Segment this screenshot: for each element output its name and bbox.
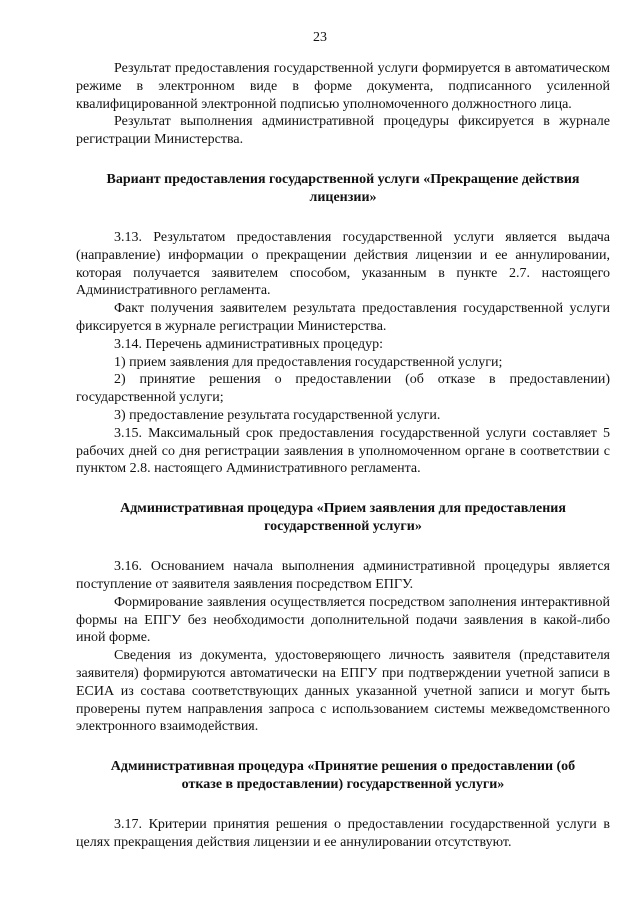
paragraph-3-15: 3.15. Максимальный срок предоставления государственной услуги составляет 5 рабочих дней со дня регистрации заявления в уполномоченном органе в соответствии с пунктом 2.8. настоящего Административного регламента. — [76, 425, 610, 477]
paragraph-result-recording: Результат выполнения административной процедуры фиксируется в журнале регистрации Министерства. — [76, 114, 610, 148]
document-body — [76, 60, 610, 852]
paragraph-result-formation: Результат предоставления государственной услуги формируется в автоматическом режиме в электронном виде в форме документа, подписанного усиленной квалифицированной электронной подписью уполномоченного должностного лица. — [76, 61, 610, 112]
paragraph-fact-receipt: Факт получения заявителем результата предоставления государственной услуги фиксируется в журнале регистрации Министерства. — [76, 301, 610, 334]
list-item-1: 1) прием заявления для предоставления государственной услуги; — [114, 354, 503, 370]
list-item-2: 2) принятие решения о предоставлении (об отказе в предоставлении) государственной услуги; — [76, 372, 610, 406]
paragraph-3-17: 3.17. Критерии принятия решения о предоставлении государственной услуги в целях прекращения действия лицензии и ее аннулировании отсутствуют. — [76, 817, 610, 850]
section-heading-decision: Административная процедура «Принятие решения о предоставлении (об отказе в предоставлении) государственной услуги» — [110, 759, 576, 793]
paragraph-identity-data: Сведения из документа, удостоверяющего личность заявителя (представителя заявителя) формируются автоматически на ЕПГУ при подтверждении учетной записи в ЕСИА из состава соответствующих данных указанной учетной записи и могут быть проверены путем направления запроса с использованием системы межведомственного электронного взаимодействия. — [76, 648, 610, 735]
page-number: 23 — [313, 30, 327, 45]
paragraph-form-filling: Формирование заявления осуществляется посредством заполнения интерактивной формы на ЕПГУ без необходимости дополнительной подачи заявления в какой-либо иной форме. — [76, 594, 610, 646]
paragraph-3-14: 3.14. Перечень административных процедур: — [114, 336, 383, 352]
list-item-3: 3) предоставление результата государственной услуги. — [114, 407, 441, 423]
paragraph-3-16: 3.16. Основанием начала выполнения административной процедуры является поступление от заявителя заявления посредством ЕПГУ. — [76, 559, 610, 592]
paragraph-3-13: 3.13. Результатом предоставления государственной услуги является выдача (направление) информации о прекращении действия лицензии и ее аннулировании, которая получается заявителем способом, указанным в пункте 2.7. настоящего Административного регламента. — [76, 229, 610, 299]
section-heading-application-intake: Административная процедура «Прием заявления для предоставления государственной услуги» — [120, 501, 566, 535]
section-heading-variant: Вариант предоставления государственной услуги «Прекращение действия лицензии» — [106, 171, 580, 205]
